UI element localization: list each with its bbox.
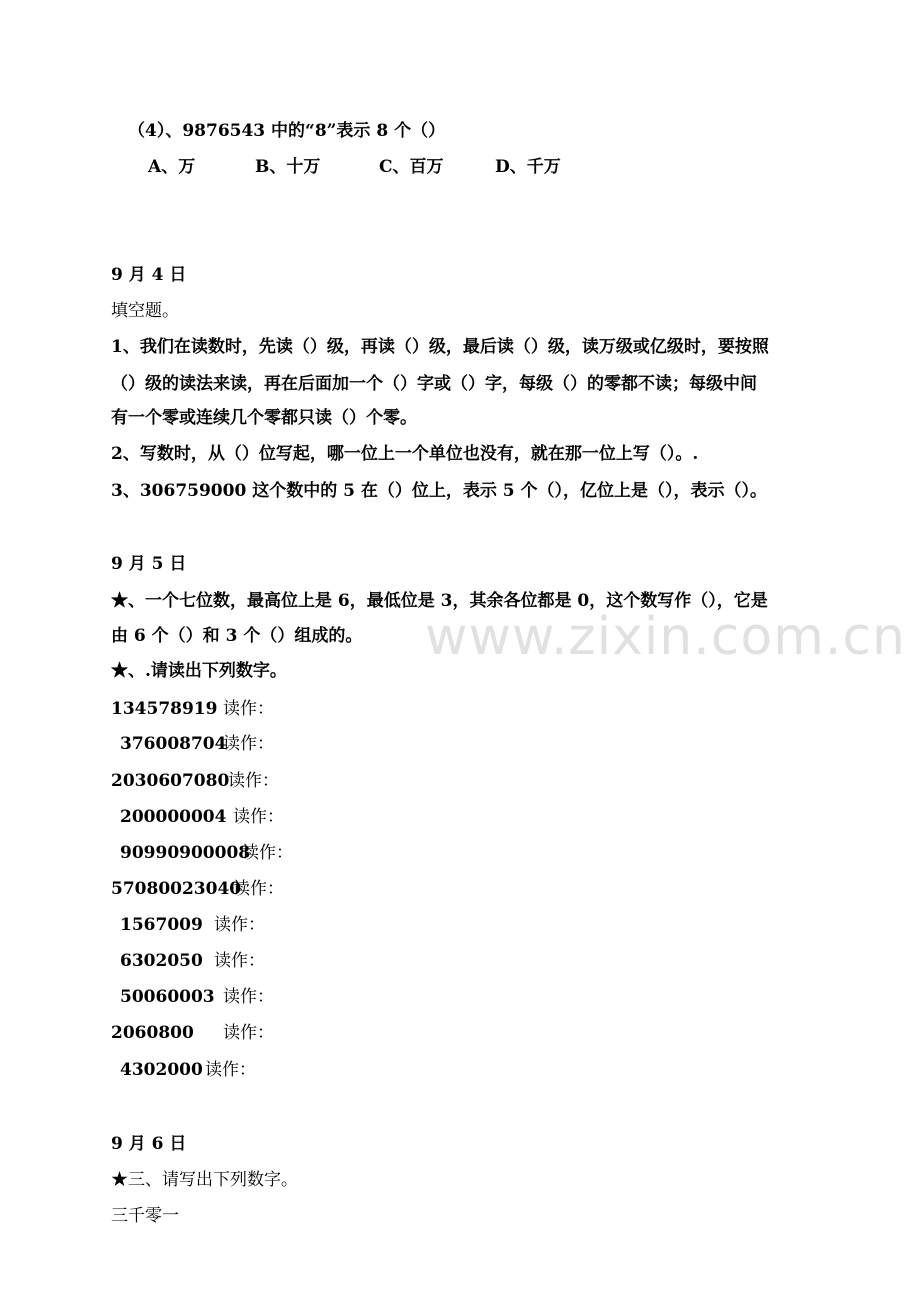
reading-item xyxy=(111,986,274,1008)
reading-item xyxy=(111,698,274,720)
reading-label: 读作： xyxy=(214,951,265,971)
reading-label: 读作： xyxy=(223,987,274,1007)
reading-number: 4302000 xyxy=(120,1060,203,1080)
reading-number: 1567009 xyxy=(120,915,203,935)
question-line: 三千零一 xyxy=(111,1206,179,1226)
reading-label: 读作： xyxy=(242,843,293,863)
section-heading: 填空题。 xyxy=(111,301,179,321)
reading-item xyxy=(111,1059,256,1081)
question-line: ★三、请写出下列数字。 xyxy=(111,1170,298,1190)
reading-item xyxy=(111,914,265,936)
reading-number: 2030607080 xyxy=(111,771,230,791)
reading-number: 6302050 xyxy=(120,951,203,971)
reading-label: 读作： xyxy=(214,915,265,935)
reading-item xyxy=(111,770,279,792)
reading-number: 134578919 xyxy=(111,699,218,719)
question-line: （）级的读法来读，再在后面加一个（）字或（）字，每级（）的零都不读；每级中间 xyxy=(111,374,757,394)
date-sep-5: 9 月 5 日 xyxy=(111,554,187,574)
reading-number: 90990900008 xyxy=(120,843,251,863)
question-4: （4）、9876543 中的“8”表示 8 个（） xyxy=(128,121,446,141)
reading-number: 57080023040 xyxy=(111,879,242,899)
question-line: ★、.请读出下列数字。 xyxy=(111,661,287,681)
choice-a: A、万 xyxy=(148,157,196,177)
question-line: 3、306759000 这个数中的 5 在（）位上，表示 5 个（），亿位上是（），表示（）。 xyxy=(111,481,768,501)
reading-number: 200000004 xyxy=(120,807,227,827)
choice-d: D、千万 xyxy=(495,157,561,177)
date-sep-6: 9 月 6 日 xyxy=(111,1134,187,1154)
reading-item xyxy=(111,878,284,900)
reading-label: 读作： xyxy=(228,771,279,791)
watermark: www.zixin.com.cn xyxy=(425,607,906,667)
question-line: 有一个零或连续几个零都只读（）个零。 xyxy=(111,408,417,428)
reading-label: 读作： xyxy=(223,1023,274,1043)
reading-item xyxy=(111,733,274,755)
reading-item xyxy=(111,950,265,972)
reading-label: 读作： xyxy=(223,699,274,719)
date-sep-4: 9 月 4 日 xyxy=(111,265,187,285)
reading-label: 读作： xyxy=(233,879,284,899)
reading-item xyxy=(111,1022,274,1044)
reading-number: 50060003 xyxy=(120,987,215,1007)
reading-label: 读作： xyxy=(205,1060,256,1080)
question-line: ★、一个七位数，最高位上是 6，最低位是 3，其余各位都是 0，这个数写作（），它是 xyxy=(111,591,768,611)
reading-item xyxy=(111,806,284,828)
choice-c: C、百万 xyxy=(379,157,444,177)
reading-label: 读作： xyxy=(223,734,274,754)
reading-label: 读作： xyxy=(233,807,284,827)
question-line: 2、写数时，从（）位写起，哪一位上一个单位也没有，就在那一位上写（）。. xyxy=(111,444,699,464)
reading-item xyxy=(111,842,293,864)
choice-b: B、十万 xyxy=(255,157,321,177)
question-line: 1、我们在读数时，先读（）级，再读（）级，最后读（）级，读万级或亿级时，要按照 xyxy=(111,337,769,357)
reading-number: 376008704 xyxy=(120,734,227,754)
question-line: 由 6 个（）和 3 个（）组成的。 xyxy=(111,626,363,646)
reading-number: 2060800 xyxy=(111,1023,194,1043)
